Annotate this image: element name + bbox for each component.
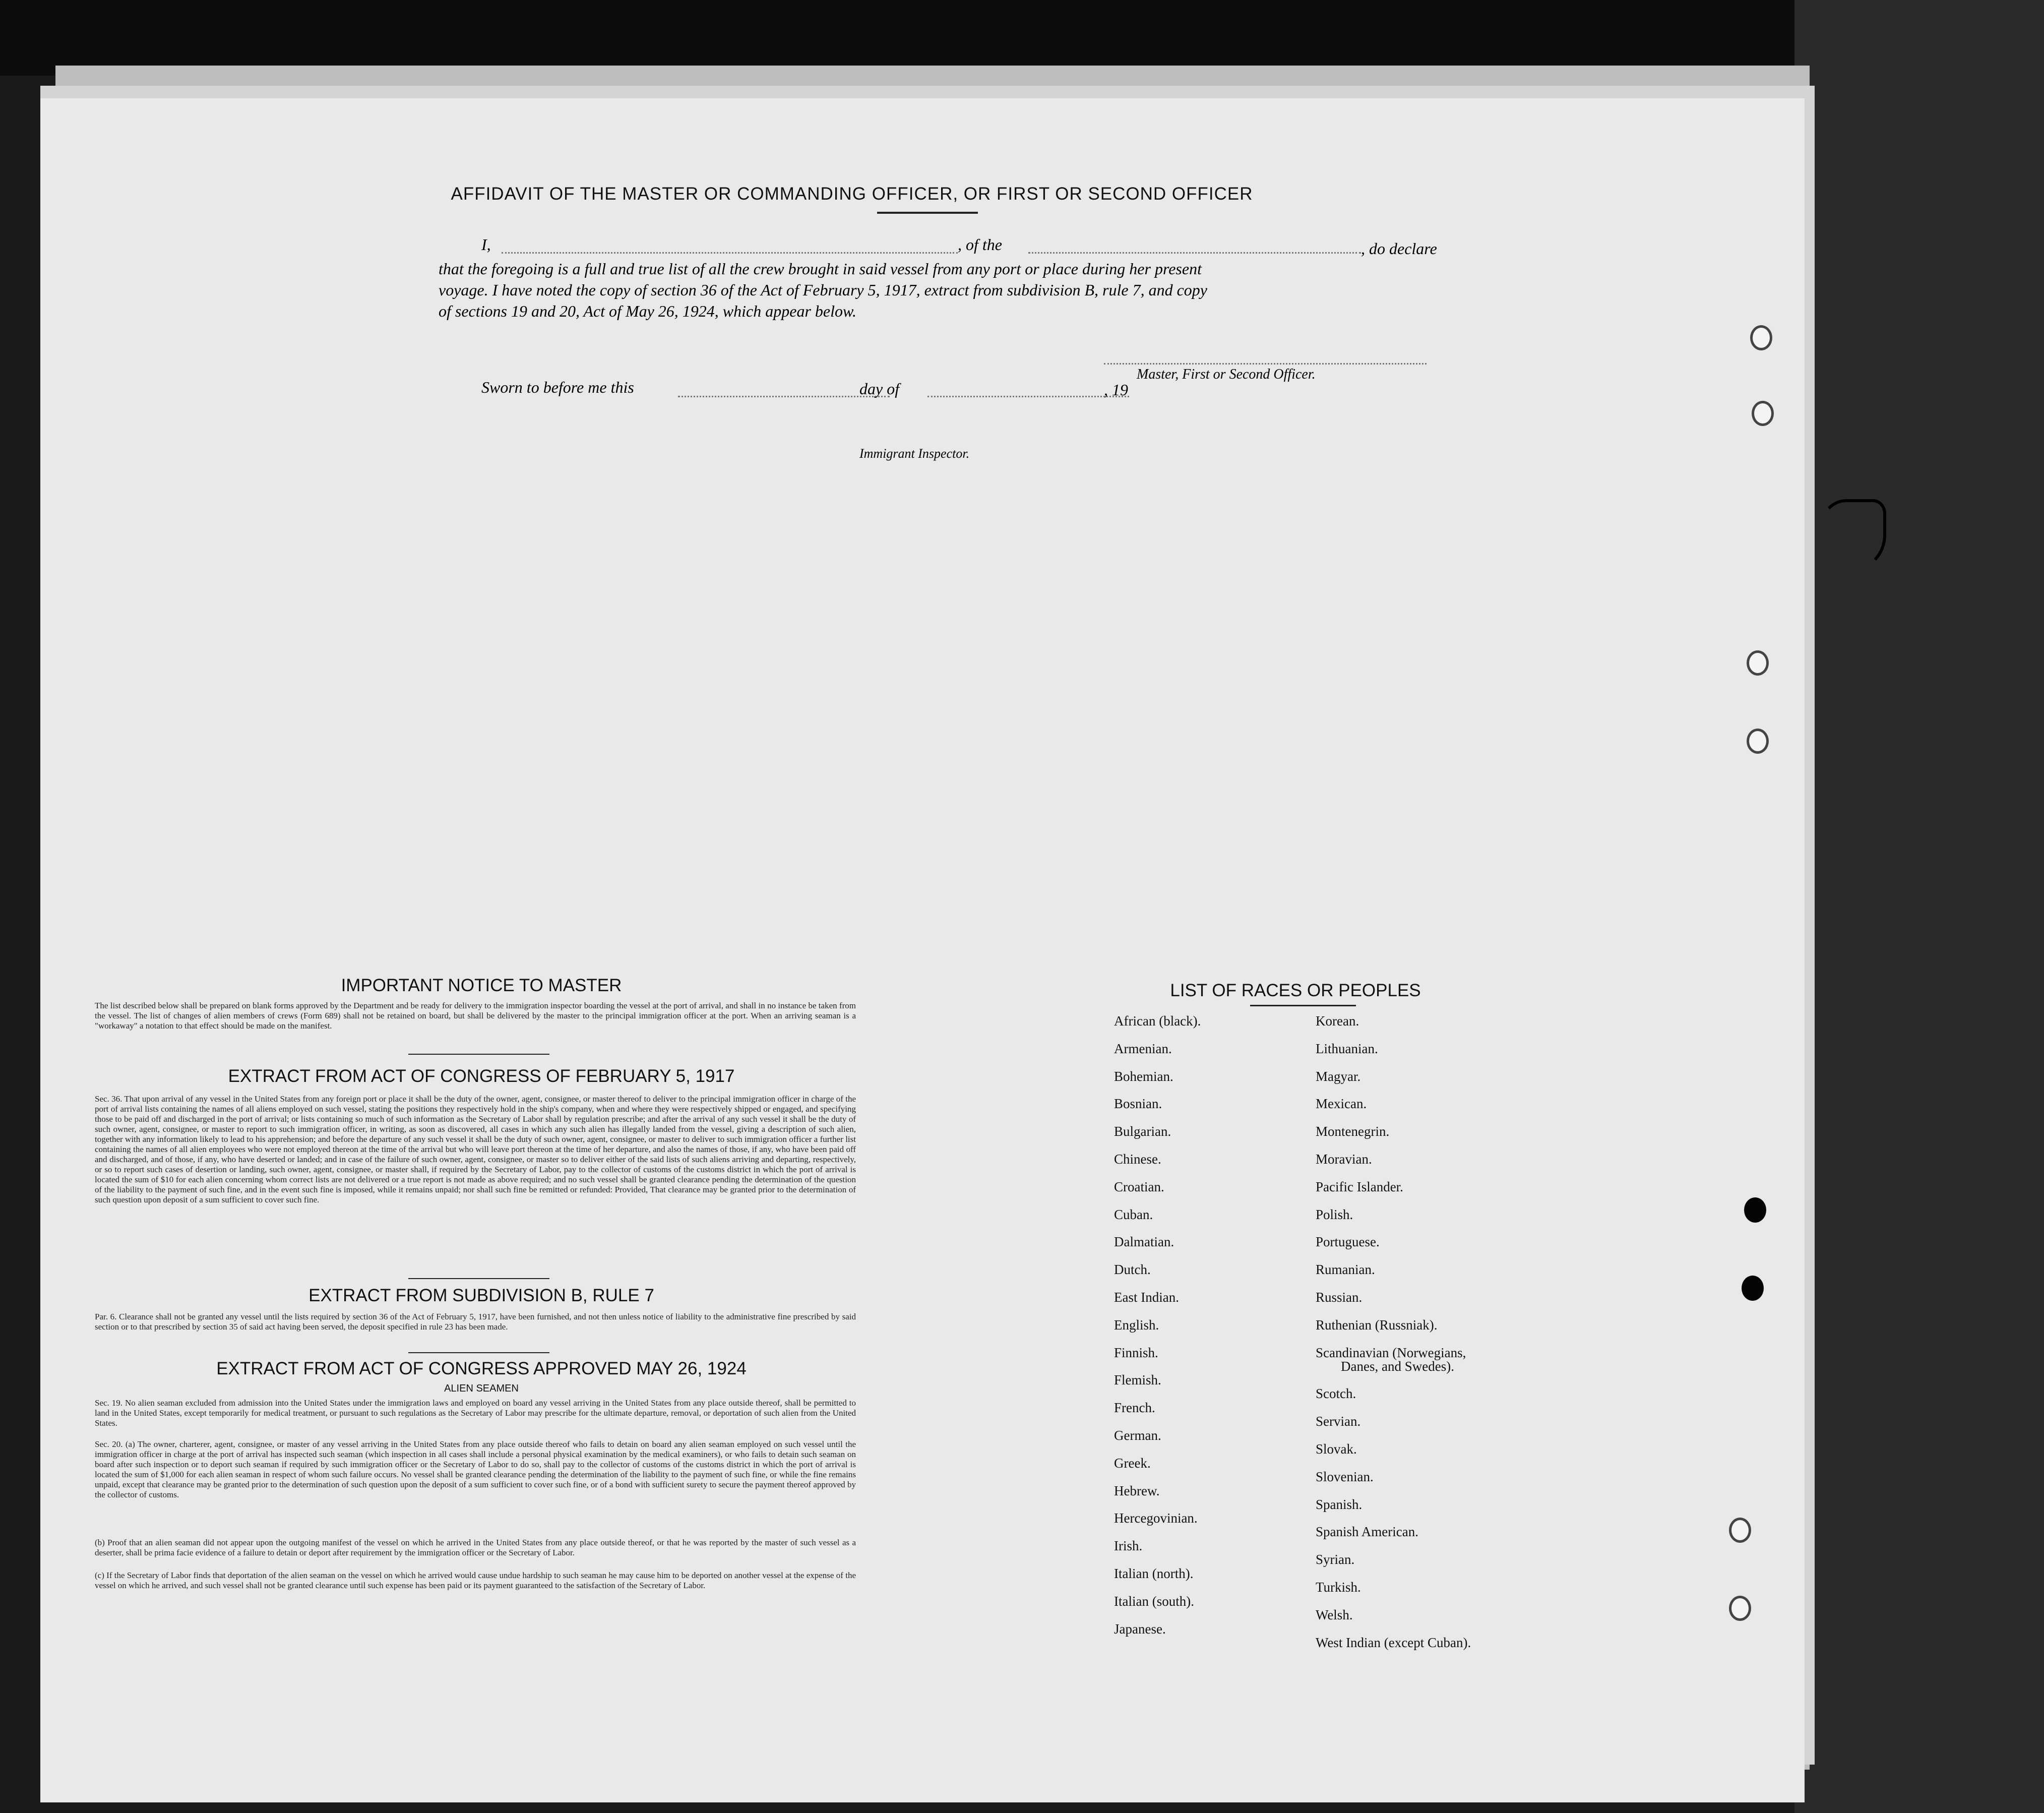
extract-1924-sec20a: Sec. 20. (a) The owner, charterer, agent, consignee, or master of any vessel arriving in the United States from any place outside thereof who fails to detain on board any alien seaman employed on such vessel until the immigration officer in charge at the port of arrival has inspected such seaman (which inspection in all cases shall include a personal physical examination by the medical examiners), or who fails to detain such seaman on board after such inspection or to deport such seaman if required by such immigration officer or the Secretary of Labor to do so, shall pay to the collector of customs of the customs district in which the port of arrival is located the sum of $1,000 for each alien seaman in respect of whom such failure occurs. No vessel shall be granted clearance pending the determination of the liability to the payment of such fine, or while the fine remains unpaid, except that clearance may be granted prior to the determination of such question upon the deposit of a sum sufficient to cover such fine, or of a bond with sufficient surety to secure the payment thereof approved by the collector of customs.	[95, 1439, 856, 1499]
extract-1924-sec20b: (b) Proof that an alien seaman did not appear upon the outgoing manifest of the vessel on which he arrived in the United States from any place outside thereof, or that he was reported by the master of such vessel as a deserter, shall be prima facie evidence of a failure to detain or deport after requirement by the immigration officer or the Secretary of Labor.	[95, 1538, 856, 1557]
declaration-i-label: I,	[481, 235, 491, 254]
race-item: Ruthenian (Russniak).	[1316, 1317, 1438, 1333]
race-item: Dalmatian.	[1114, 1234, 1174, 1250]
race-item: Armenian.	[1114, 1041, 1172, 1056]
ink-mark	[1820, 499, 1886, 571]
race-item: Slovenian.	[1316, 1469, 1374, 1484]
notice-body: The list described below shall be prepared on blank forms approved by the Department and be ready for delivery to the immigration inspector boarding the vessel at the port of arrival, and shall in no instance be taken from the vessel. The list of changes of alien members of crews (Form 689) shall not be retained on board, but shall be delivered by the master to the principal immigration officer at the port. When an arriving seaman is a "workaway" a notation to that effect should be made on the manifest.	[95, 1001, 856, 1031]
extract-1917-title: EXTRACT FROM ACT OF CONGRESS OF FEBRUARY 5, 1917	[228, 1066, 735, 1086]
race-item: Korean.	[1316, 1013, 1359, 1029]
notice-title: IMPORTANT NOTICE TO MASTER	[341, 976, 622, 995]
race-item: Danes, and Swedes).	[1341, 1358, 1454, 1374]
race-item: Hercegovinian.	[1114, 1510, 1198, 1526]
sworn-label: Sworn to before me this	[481, 378, 634, 396]
race-item: Welsh.	[1316, 1607, 1353, 1622]
race-item: French.	[1114, 1400, 1155, 1416]
race-item: Croatian.	[1114, 1179, 1164, 1194]
race-item: Hebrew.	[1114, 1483, 1160, 1498]
race-item: Montenegrin.	[1316, 1124, 1390, 1139]
affidavit-title-rule	[877, 212, 978, 214]
race-item: Turkish.	[1316, 1580, 1361, 1595]
declaration-line-3: voyage. I have noted the copy of section 36 of the Act of February 5, 1917, extract from subdivision B, rule 7, and copy	[439, 281, 1207, 299]
race-item: Portuguese.	[1316, 1234, 1380, 1250]
master-signature-field[interactable]	[1104, 363, 1427, 365]
race-item: Syrian.	[1316, 1552, 1355, 1567]
race-item: Bosnian.	[1114, 1096, 1162, 1112]
race-item: Slovak.	[1316, 1441, 1357, 1457]
scan-background-top	[0, 0, 2044, 76]
race-item: Bulgarian.	[1114, 1124, 1171, 1139]
race-item: Spanish.	[1316, 1496, 1362, 1512]
of-the-label: , of the	[958, 235, 1002, 254]
extract-1924-sec19: Sec. 19. No alien seaman excluded from admission into the United States under the immigration laws and employed on board any vessel arriving in the United States from any place outside thereof, shall be permitted to land in the United States, except temporarily for medical treatment, or pursuant to such regulations as the Secretary of Labor may prescribe for the ultimate departure, removal, or deportation of such alien from the United States.	[95, 1398, 856, 1428]
declaration-line-2: that the foregoing is a full and true list of all the crew brought in said vessel from any port or place during her present	[439, 260, 1202, 278]
race-item: Spanish American.	[1316, 1524, 1418, 1540]
do-declare-label: , do declare	[1361, 239, 1437, 258]
race-item: Chinese.	[1114, 1152, 1161, 1167]
sworn-day-field[interactable]	[678, 396, 890, 397]
race-item: West Indian (except Cuban).	[1316, 1635, 1471, 1650]
punch-hole	[1729, 1596, 1751, 1621]
vessel-field[interactable]	[1028, 252, 1361, 254]
race-item: Mexican.	[1316, 1096, 1367, 1112]
declaration-line-4: of sections 19 and 20, Act of May 26, 1924, which appear below.	[439, 302, 856, 320]
year-prefix: , 19	[1104, 381, 1128, 399]
race-item: East Indian.	[1114, 1290, 1179, 1305]
race-item: Magyar.	[1316, 1068, 1361, 1084]
extract-rule7-rule	[408, 1352, 549, 1353]
extract-1924-title: EXTRACT FROM ACT OF CONGRESS APPROVED MAY 26, 1924	[216, 1359, 747, 1378]
race-item: Flemish.	[1114, 1372, 1161, 1388]
race-item: Rumanian.	[1316, 1262, 1375, 1278]
race-item: Servian.	[1316, 1414, 1361, 1429]
punch-hole	[1747, 650, 1769, 676]
race-item: Moravian.	[1316, 1152, 1372, 1167]
race-item: Scandinavian (Norwegians,	[1316, 1345, 1466, 1360]
extract-1917-body: Sec. 36. That upon arrival of any vessel in the United States from any foreign port or place it shall be the duty of the owner, agent, consignee, or master thereof to deliver to the principal immigration officer in charge of the port of arrival lists containing the names of all aliens employed on such vessel, stating the positions they respectively hold in the ship's company, when and where they were respectively shipped or engaged, and specifying those to be paid off and discharged in the port of arrival; or lists containing so much of such information as the Secretary of Labor shall by regulation prescribe; and after the arrival of any such vessel it shall be the duty of such owner, agent, consignee, or master to report to such immigration officer, in writing, as soon as discovered, all cases in which any such alien has illegally landed from the vessel, giving a description of such alien, together with any information likely to lead to his apprehension; and before the departure of any such vessel it shall be the duty of such owner, agent, consignee, or master to deliver to such immigration officer a further list containing the names of all alien employees who were not employed thereon at the time of the arrival but who will leave port thereon at the time of her departure, and also the names of those, if any, who have been paid off and discharged, and of those, if any, who have deserted or landed; and in case of the failure of such owner, agent, consignee, or master so to deliver either of the said lists of such aliens arriving and departing, respectively, or so to report such cases of desertion or landing, such owner, agent, consignee, or master shall, if required by the Secretary of Labor, pay to the collector of customs of the customs district in which the port of arrival is located the sum of $10 for each alien concerning whom correct lists are not delivered or a true report is not made as above required; and no such vessel shall be granted clearance pending the determination of the question of the liability to the payment of such fine, and in the event such fine is imposed, while it remains unpaid; nor shall such fine be remitted or refunded: Provided, That clearance may be granted prior to the determination of such question upon deposit of a sum sufficient to cover such fine.	[95, 1094, 856, 1204]
punch-hole	[1729, 1518, 1751, 1543]
race-item: Greek.	[1114, 1455, 1151, 1471]
race-item: Polish.	[1316, 1206, 1353, 1222]
race-item: Russian.	[1316, 1290, 1362, 1305]
extract-1924-sec20c: (c) If the Secretary of Labor finds that deportation of the alien seaman on the vessel on which he arrived would cause undue hardship to such seaman he may cause him to be deported on another vessel at the expense of the vessel on which he arrived, and such vessel shall not be granted clearance until such expense has been paid or its payment guaranteed to the satisfaction of the Secretary of Labor.	[95, 1570, 856, 1590]
races-title: LIST OF RACES OR PEOPLES	[1170, 981, 1421, 1000]
extract-rule7-title: EXTRACT FROM SUBDIVISION B, RULE 7	[308, 1286, 654, 1305]
day-of-label: day of	[859, 380, 900, 398]
punch-hole-dark	[1744, 1197, 1766, 1223]
document-page	[40, 98, 1805, 1802]
affidavit-title: AFFIDAVIT OF THE MASTER OR COMMANDING OFFICER, OR FIRST OR SECOND OFFICER	[451, 184, 1253, 204]
inspector-label: Immigrant Inspector.	[859, 446, 970, 461]
race-item: Lithuanian.	[1316, 1041, 1378, 1056]
extract-1924-subtitle: ALIEN SEAMEN	[444, 1383, 519, 1394]
race-item: German.	[1114, 1428, 1161, 1443]
punch-hole	[1750, 325, 1772, 350]
punch-hole-dark	[1742, 1276, 1764, 1301]
race-item: Scotch.	[1316, 1386, 1356, 1402]
race-item: Japanese.	[1114, 1621, 1166, 1637]
race-item: African (black).	[1114, 1013, 1201, 1029]
race-item: Italian (north).	[1114, 1566, 1194, 1581]
race-item: Finnish.	[1114, 1345, 1158, 1360]
race-item: Dutch.	[1114, 1262, 1151, 1278]
race-item: Italian (south).	[1114, 1593, 1194, 1609]
punch-hole	[1752, 401, 1774, 426]
races-title-rule	[1250, 1005, 1356, 1006]
extract-1917-rule	[408, 1278, 549, 1279]
race-item: Cuban.	[1114, 1206, 1153, 1222]
race-item: Pacific Islander.	[1316, 1179, 1403, 1194]
race-item: Bohemian.	[1114, 1068, 1173, 1084]
race-item: English.	[1114, 1317, 1159, 1333]
name-field[interactable]	[502, 252, 958, 254]
master-signature-label: Master, First or Second Officer.	[1137, 367, 1316, 382]
sworn-month-field[interactable]	[927, 396, 1129, 397]
scan-background-right	[1794, 0, 2044, 1813]
extract-rule7-body: Par. 6. Clearance shall not be granted any vessel until the lists required by section 36 of the Act of February 5, 1917, have been furnished, and not then unless notice of liability to the administrative fine prescribed by said section or to that prescribed by section 35 of said act having been served, the deposit specified in rule 23 has been made.	[95, 1312, 856, 1332]
punch-hole	[1747, 729, 1769, 754]
race-item: Irish.	[1114, 1538, 1143, 1554]
notice-rule	[408, 1054, 549, 1055]
